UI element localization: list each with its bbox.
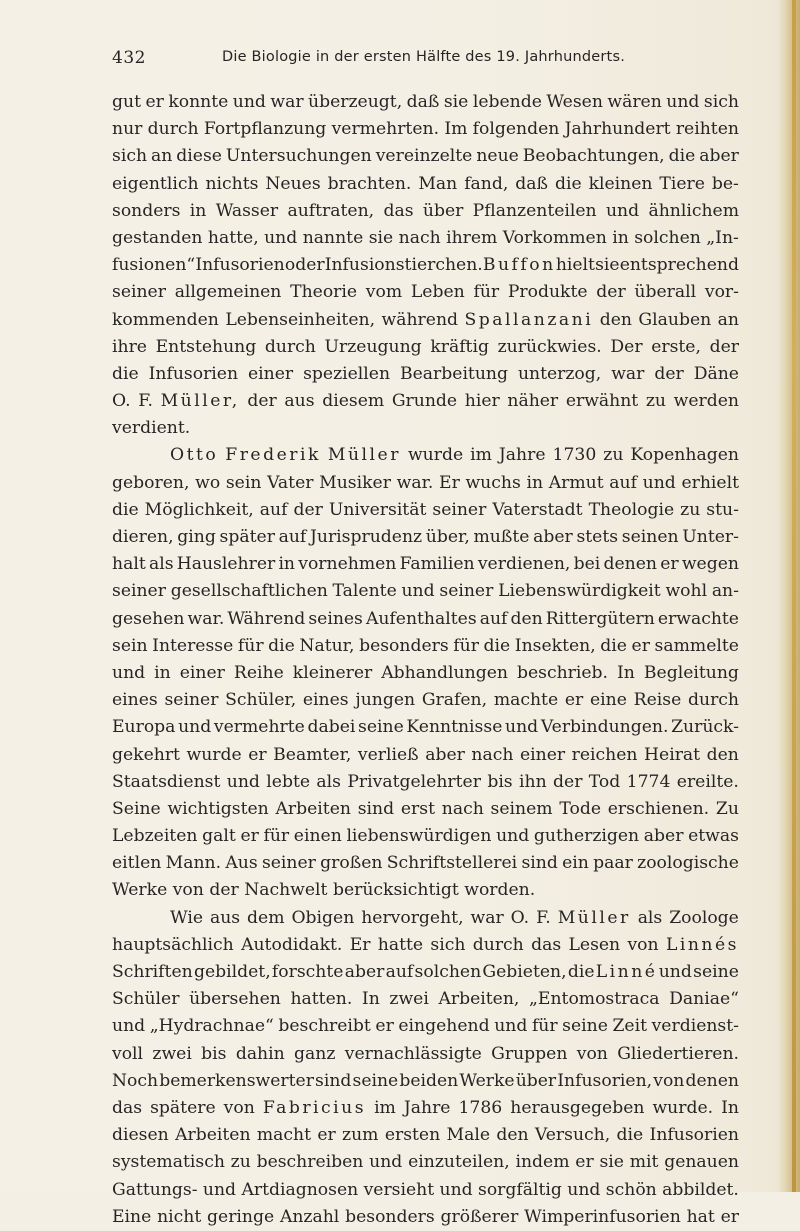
text-line: Lebzeiten galt er für einen liebenswürdigen und gutherzigen aber etwas: [112, 826, 739, 847]
text-line: systematisch zu beschreiben und einzuteilen, indem er sie mit genauen: [112, 1152, 739, 1173]
text-line: gesehen war. Während seines Aufenthaltes auf den Rittergütern erwachte: [112, 608, 739, 629]
text-line: Werke von der Nachwelt berücksichtigt worden.: [112, 880, 536, 901]
page-edge-shadow: [778, 0, 800, 1192]
text-line: und in einer Reihe kleinerer Abhandlungen beschrieb. In Begleitung: [112, 662, 739, 683]
text-line: Gattungs- und Artdiagnosen versieht und sorgfältig und schön abbildet.: [112, 1179, 739, 1200]
text-line: seiner allgemeinen Theorie vom Leben für Produkte der überall vor-: [112, 282, 739, 303]
text-line: eigentlich nichts Neues brachten. Man fand, daß die kleinen Tiere be-: [112, 173, 739, 194]
text-line: nur durch Fortpflanzung vermehrten. Im folgenden Jahrhundert reihten: [112, 119, 739, 140]
text-line: Wie aus dem Obigen hervorgeht, war O. F. Müller als Zoologe: [170, 907, 739, 928]
text-line: hauptsächlich Autodidakt. Er hatte sich durch das Lesen von Linnés: [112, 934, 739, 955]
text-line: gestanden hatte, und nannte sie nach ihrem Vorkommen in solchen „In-: [112, 227, 739, 248]
text-line: Schriften gebildet, forschte aber auf solchen Gebieten, die Linné und seine: [112, 962, 739, 982]
text-line: Seine wichtigsten Arbeiten sind erst nach seinem Tode erschienen. Zu: [112, 798, 739, 819]
text-line: gut er konnte und war überzeugt, daß sie lebende Wesen wären und sich: [112, 92, 739, 112]
page-edge-gilding: [792, 0, 796, 1192]
text-line: sonders in Wasser auftraten, das über Pflanzenteilen und ähnlichem: [112, 200, 739, 221]
text-line: die Infusorien einer speziellen Bearbeitung unterzog, war der Däne: [112, 363, 739, 384]
text-line: verdient.: [112, 418, 191, 439]
text-line: O. F. Müller, der aus diesem Grunde hier näher erwähnt zu werden: [112, 391, 739, 412]
text-line: Staatsdienst und lebte als Privatgelehrter bis ihn der Tod 1774 ereilte.: [112, 771, 739, 792]
text-line: seiner gesellschaftlichen Talente und seiner Liebenswürdigkeit wohl an-: [112, 581, 739, 602]
text-line: diesen Arbeiten macht er zum ersten Male den Versuch, die Infusorien: [112, 1125, 739, 1146]
text-line: Schüler übersehen hatten. In zwei Arbeiten, „Entomostraca Daniae“: [112, 989, 739, 1010]
text-line: eines seiner Schüler, eines jungen Grafen, machte er eine Reise durch: [112, 690, 739, 711]
text-line: sein Interesse für die Natur, besonders für die Insekten, die er sammelte: [112, 635, 739, 656]
text-line: halt als Hauslehrer in vornehmen Familien verdienen, bei denen er wegen: [112, 554, 739, 575]
text-line: ihre Entstehung durch Urzeugung kräftig zurückwies. Der erste, der: [112, 336, 739, 357]
text-line: geboren, wo sein Vater Musiker war. Er wuchs in Armut auf und erhielt: [112, 472, 739, 493]
running-title: Die Biologie in der ersten Hälfte des 19. Jahrhunderts.: [222, 49, 626, 65]
text-line: die Möglichkeit, auf der Universität seiner Vaterstadt Theologie zu stu-: [112, 499, 739, 520]
text-line: sich an diese Untersuchungen vereinzelte neue Beobachtungen, die aber: [112, 146, 739, 167]
text-line: Eine nicht geringe Anzahl besonders größerer Wimperinfusorien hat er: [112, 1206, 739, 1227]
text-line: das spätere von Fabricius im Jahre 1786 herausgegeben wurde. In: [112, 1097, 739, 1118]
text-line: voll zwei bis dahin ganz vernachlässigte Gruppen von Gliedertieren.: [112, 1043, 739, 1064]
text-line: kommenden Lebenseinheiten, während Spallanzani den Glauben an: [112, 309, 739, 330]
text-line: Europa und vermehrte dabei seine Kenntnisse und Verbindungen. Zurück-: [112, 717, 739, 738]
text-line: gekehrt wurde er Beamter, verließ aber nach einer reichen Heirat den: [112, 744, 739, 765]
text-line: und „Hydrachnae“ beschreibt er eingehend und für seine Zeit verdienst-: [112, 1016, 739, 1037]
text-line: fusionen“ Infusorien oder Infusionstierchen. Buffon hielt sie entsprechend: [112, 255, 739, 276]
text-line: Otto Frederik Müller wurde im Jahre 1730 zu Kopenhagen: [170, 445, 739, 466]
page-header: [112, 48, 738, 74]
body-text: [112, 89, 739, 1231]
text-line: Noch bemerkenswerter sind seine beiden Werke über Infusorien, von denen: [112, 1070, 739, 1091]
text-line: eitlen Mann. Aus seiner großen Schriftstellerei sind ein paar zoologische: [112, 853, 739, 874]
text-line: dieren, ging später auf Jurisprudenz über, mußte aber stets seinen Unter-: [112, 527, 739, 547]
page-number: 432: [112, 48, 146, 68]
